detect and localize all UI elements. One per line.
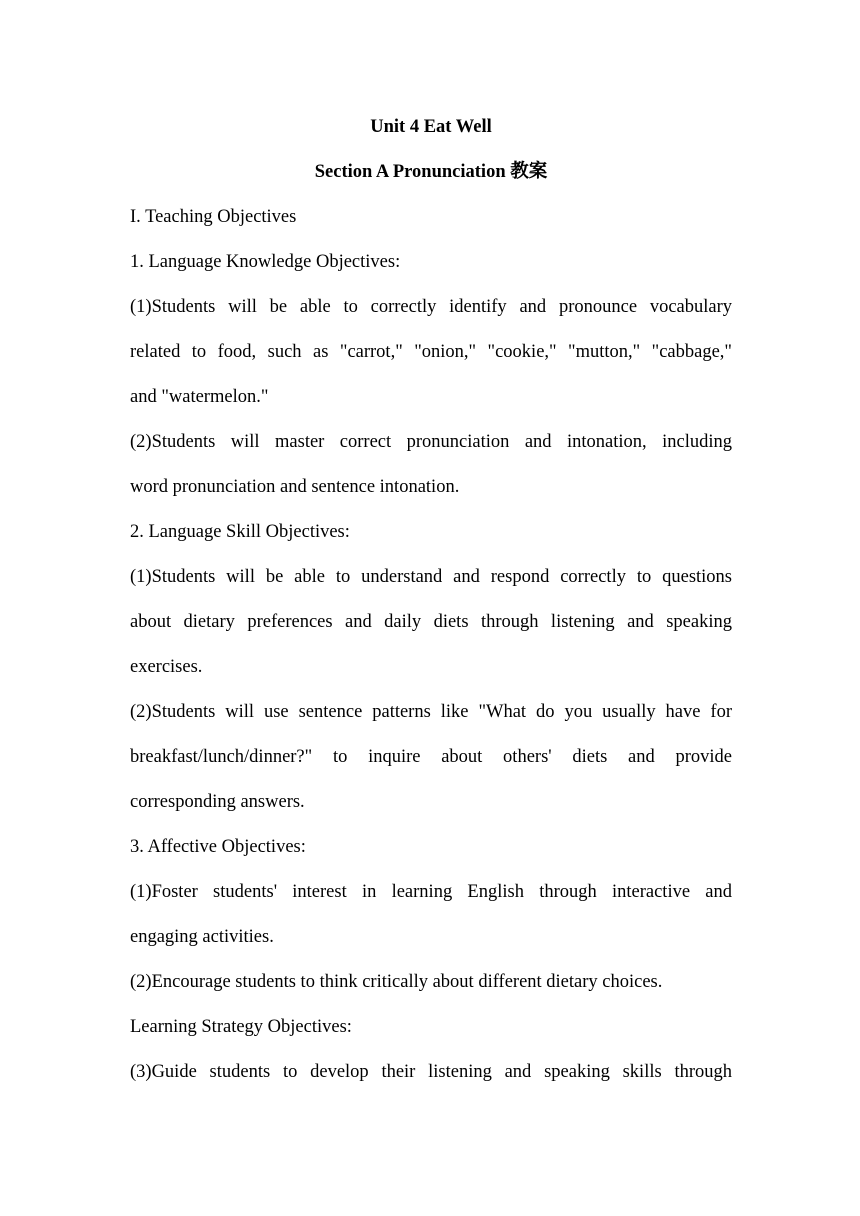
text-line: (2)Encourage students to think critically about different dietary choices. — [130, 972, 663, 992]
text-line: engaging activities. — [130, 927, 274, 947]
text-line: related to food, such as "carrot," "onion," "cookie," "mutton," "cabbage," — [130, 342, 732, 362]
text-line: and "watermelon." — [130, 387, 269, 407]
text-line: (2)Students will master correct pronunciation and intonation, including — [130, 432, 732, 452]
text-line: (1)Foster students' interest in learning English through interactive and — [130, 882, 732, 902]
text-line: word pronunciation and sentence intonation. — [130, 477, 460, 497]
text-line: (3)Guide students to develop their listening and speaking skills through — [130, 1062, 732, 1082]
document-body — [130, 112, 732, 1102]
text-line: 1. Language Knowledge Objectives: — [130, 252, 401, 272]
text-line: (1)Students will be able to understand and respond correctly to questions — [130, 567, 732, 587]
text-line: 3. Affective Objectives: — [130, 837, 306, 857]
text-line: (1)Students will be able to correctly identify and pronounce vocabulary — [130, 297, 732, 317]
text-line: about dietary preferences and daily diets through listening and speaking — [130, 612, 732, 632]
text-line: I. Teaching Objectives — [130, 207, 297, 227]
text-line: corresponding answers. — [130, 792, 305, 812]
document-title: Unit 4 Eat Well — [370, 117, 492, 137]
text-line: breakfast/lunch/dinner?" to inquire about others' diets and provide — [130, 747, 732, 767]
text-line: exercises. — [130, 657, 203, 677]
text-line: Learning Strategy Objectives: — [130, 1017, 352, 1037]
document-subtitle: Section A Pronunciation 教案 — [314, 162, 548, 182]
text-line: 2. Language Skill Objectives: — [130, 522, 350, 542]
text-line: (2)Students will use sentence patterns like "What do you usually have for — [130, 702, 732, 722]
